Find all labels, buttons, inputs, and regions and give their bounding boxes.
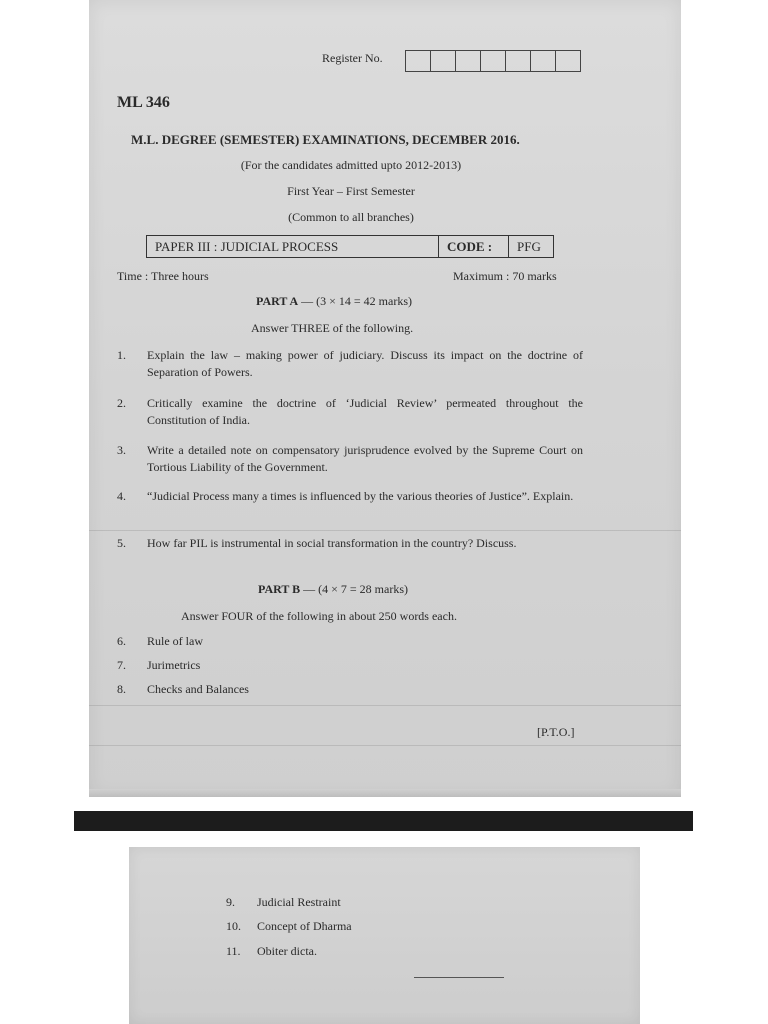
question-text: How far PIL is instrumental in social transformation in the country? Discuss. (147, 536, 517, 550)
maximum-marks: Maximum : 70 marks (453, 269, 557, 283)
code-label: CODE : (439, 236, 509, 257)
question-number: 7. (117, 658, 126, 672)
question-paper-page-2 (129, 847, 640, 1024)
exam-title: M.L. DEGREE (SEMESTER) EXAMINATIONS, DECEMBER 2016. (131, 132, 520, 147)
year-semester: First Year – First Semester (287, 184, 415, 198)
question-text: Jurimetrics (147, 658, 201, 672)
question-text: Checks and Balances (147, 682, 249, 696)
register-digit-box (481, 51, 506, 71)
question-text: “Judicial Process many a times is influenced by the various theories of Justice”. Explain. (147, 489, 574, 503)
question-number: 5. (117, 536, 126, 550)
part-b-instruction: Answer FOUR of the following in about 250 words each. (181, 609, 457, 623)
part-b-title: PART B (258, 582, 301, 596)
part-b-heading (258, 582, 408, 597)
question-number: 11. (226, 944, 241, 958)
code-value: PFG (517, 238, 541, 254)
question-number: 9. (226, 895, 235, 909)
part-b-marks: — (4 × 7 = 28 marks) (303, 582, 408, 596)
question-text: Rule of law (147, 634, 203, 648)
question-text: Explain the law – making power of judiciary. Discuss its impact on the doctrine of Separation of Powers. (147, 348, 583, 379)
page-edge (89, 789, 681, 797)
question-number: 1. (117, 348, 126, 362)
scan-line (89, 705, 681, 706)
please-turn-over: [P.T.O.] (537, 725, 575, 739)
question-text: Concept of Dharma (257, 919, 352, 933)
end-line (414, 977, 504, 978)
register-digit-box (506, 51, 531, 71)
register-number-label: Register No. (322, 51, 383, 65)
question-number: 2. (117, 396, 126, 410)
common-note: (Common to all branches) (288, 210, 414, 224)
page-divider (74, 811, 693, 831)
part-a-title: PART A (256, 294, 299, 308)
part-a-instruction: Answer THREE of the following. (251, 321, 414, 335)
question-text: Obiter dicta. (257, 944, 317, 958)
question-text: Critically examine the doctrine of ‘Judicial Review’ permeated throughout the Constitution of India. (147, 396, 583, 427)
register-digit-box (431, 51, 456, 71)
scan-line (89, 530, 681, 531)
question-number: 3. (117, 443, 126, 457)
question-text: Write a detailed note on compensatory jurisprudence evolved by the Supreme Court on Tortious Liability of the Government. (147, 443, 583, 474)
question-number: 4. (117, 489, 126, 503)
paper-code: ML 346 (117, 94, 170, 111)
register-digit-box (456, 51, 481, 71)
paper-info-box (146, 235, 554, 258)
admission-note: (For the candidates admitted upto 2012-2013) (240, 158, 462, 172)
register-digit-box (531, 51, 556, 71)
part-a-marks: — (3 × 14 = 42 marks) (301, 294, 412, 308)
register-number-boxes (405, 50, 581, 72)
part-a-heading (256, 294, 412, 309)
question-text: Judicial Restraint (257, 895, 341, 909)
question-number: 10. (226, 919, 241, 933)
question-number: 6. (117, 634, 126, 648)
register-digit-box (556, 51, 580, 71)
question-number: 8. (117, 682, 126, 696)
scan-line (89, 745, 681, 746)
paper-title: PAPER III : JUDICIAL PROCESS (147, 236, 439, 257)
time-allowed: Time : Three hours (117, 269, 209, 283)
register-digit-box (406, 51, 431, 71)
